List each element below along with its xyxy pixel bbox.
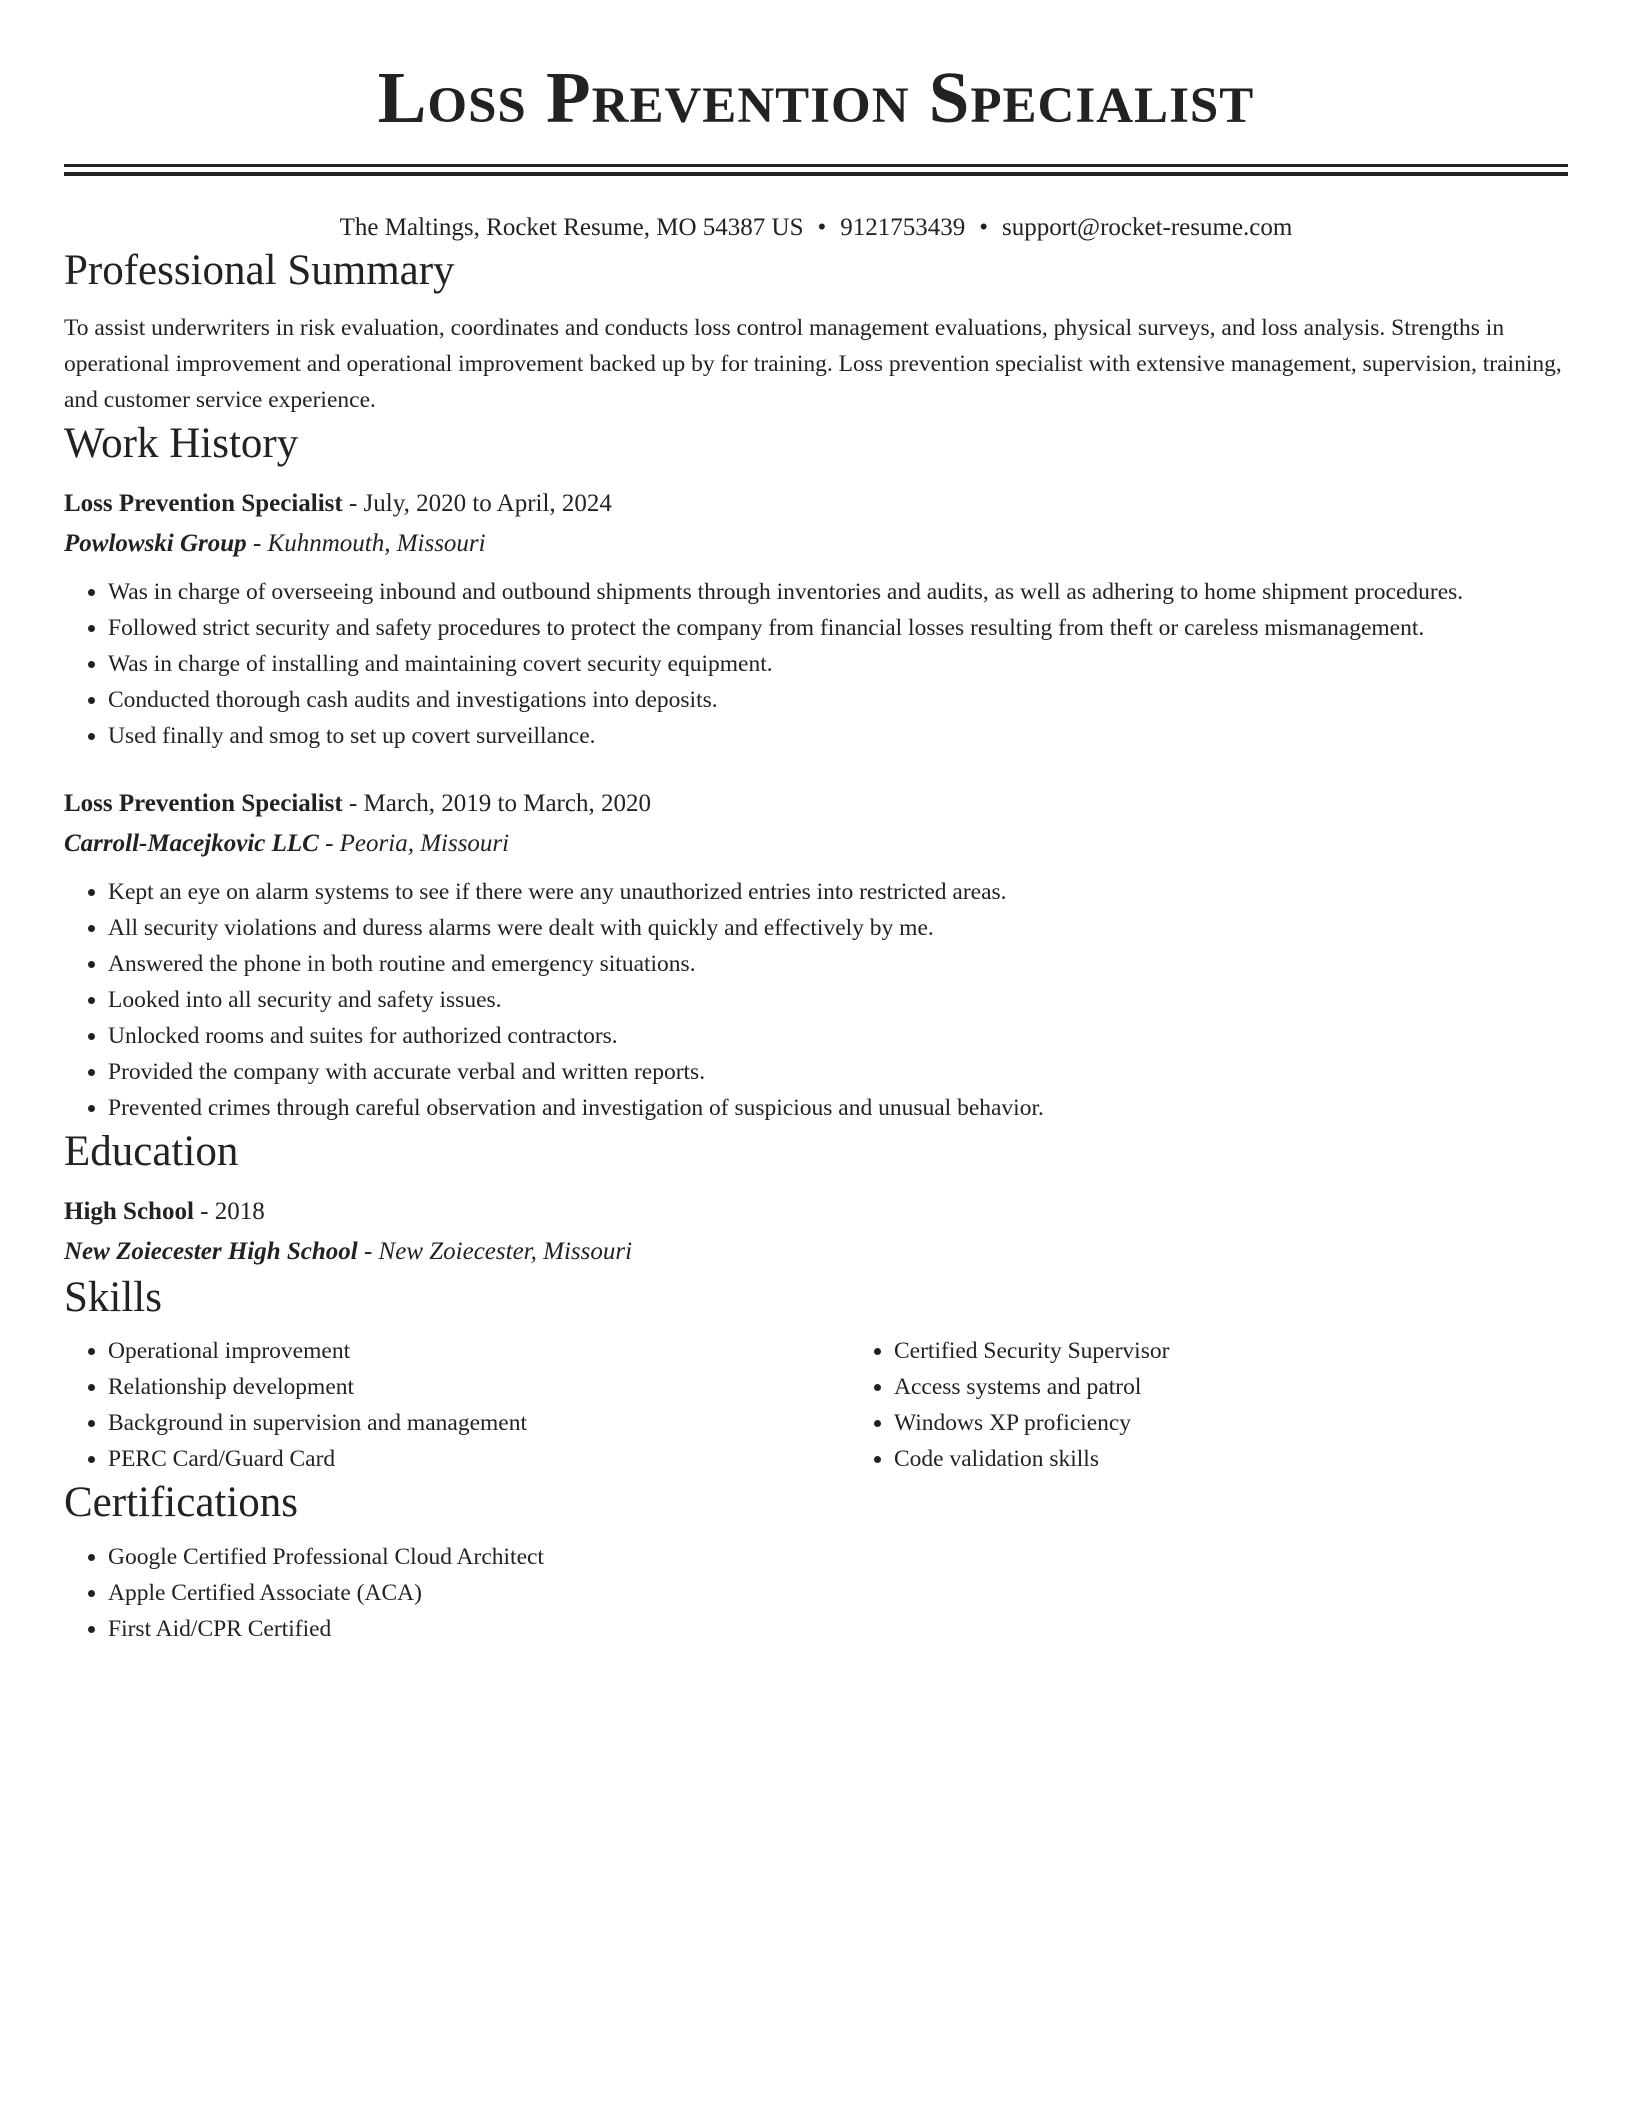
skill-item: • Windows XP proficiency	[894, 1405, 1568, 1441]
contact-separator: •	[817, 214, 827, 242]
job-entry	[64, 484, 1568, 754]
job-bullet: • Looked into all security and safety issues.	[108, 982, 1568, 1018]
company-line	[64, 524, 1568, 564]
skills-grid	[64, 1333, 1568, 1477]
contact-separator: •	[979, 214, 989, 242]
summary-heading: Professional Summary	[64, 246, 455, 294]
company-name: Carroll-Macejkovic LLC	[64, 829, 319, 857]
job-bullets	[64, 874, 1568, 1126]
skill-item: • Background in supervision and management	[108, 1405, 850, 1441]
certification-item: • Google Certified Professional Cloud Architect	[108, 1539, 1568, 1575]
job-bullet: • All security violations and duress alarms were dealt with quickly and effectively by me.	[108, 910, 1568, 946]
job-title: Loss Prevention Specialist	[64, 789, 343, 817]
degree: High School	[64, 1197, 194, 1225]
skills-heading: Skills	[64, 1273, 162, 1321]
contact-email: support@rocket-resume.com	[1002, 214, 1293, 242]
contact-phone: 9121753439	[840, 214, 966, 242]
job-bullet: • Conducted thorough cash audits and investigations into deposits.	[108, 682, 1568, 718]
job-bullet: • Was in charge of overseeing inbound and outbound shipments through inventories and audits, as well as adhering to home shipment procedures.	[108, 574, 1568, 610]
job-bullets	[64, 574, 1568, 754]
degree-line	[64, 1192, 1568, 1232]
contact-address: The Maltings, Rocket Resume, MO 54387 US	[339, 214, 804, 242]
skill-item: • Code validation skills	[894, 1441, 1568, 1477]
job-entry	[64, 784, 1568, 1126]
job-dates: - March, 2019 to March, 2020	[342, 789, 651, 817]
job-title-line	[64, 784, 1568, 824]
graduation-year: - 2018	[193, 1197, 265, 1225]
work-history-heading: Work History	[64, 420, 299, 468]
job-bullet: • Provided the company with accurate verbal and written reports.	[108, 1054, 1568, 1090]
resume-title: Loss Prevention Specialist	[377, 57, 1255, 138]
skill-item: • PERC Card/Guard Card	[108, 1441, 850, 1477]
contact-line	[64, 212, 1568, 245]
job-dates: - July, 2020 to April, 2024	[342, 489, 612, 517]
job-bullet: • Answered the phone in both routine and emergency situations.	[108, 946, 1568, 982]
job-bullet: • Prevented crimes through careful observation and investigation of suspicious and unusual behavior.	[108, 1090, 1568, 1126]
skill-item: • Access systems and patrol	[894, 1369, 1568, 1405]
skill-item: • Certified Security Supervisor	[894, 1333, 1568, 1369]
job-bullet: • Kept an eye on alarm systems to see if there were any unauthorized entries into restricted areas.	[108, 874, 1568, 910]
certifications-list	[64, 1539, 1568, 1647]
skills-list-left	[64, 1333, 850, 1477]
company-location: - Peoria, Missouri	[318, 829, 510, 857]
title-double-rule	[64, 164, 1568, 176]
education-entry	[64, 1192, 1568, 1272]
education-heading: Education	[64, 1127, 239, 1175]
skill-item: • Relationship development	[108, 1369, 850, 1405]
job-bullet: • Used finally and smog to set up covert surveillance.	[108, 718, 1568, 754]
company-name: Powlowski Group	[64, 529, 247, 557]
summary-text: To assist underwriters in risk evaluation, coordinates and conducts loss control management evaluations, physical surveys, and loss analysis. Strengths in operational improvement and operational improvement backed up by for training. Loss prevention specialist with extensive management, supervision, training, and customer service experience.	[64, 315, 1562, 414]
certification-item: • First Aid/CPR Certified	[108, 1611, 1568, 1647]
certifications-heading: Certifications	[64, 1479, 299, 1527]
job-title-line	[64, 484, 1568, 524]
job-bullet: • Unlocked rooms and suites for authorized contractors.	[108, 1018, 1568, 1054]
company-location: - Kuhnmouth, Missouri	[246, 529, 486, 557]
skills-list-right	[850, 1333, 1568, 1477]
school-name: New Zoiecester High School	[64, 1237, 358, 1265]
job-bullet: • Followed strict security and safety procedures to protect the company from financial losses resulting from theft or careless mismanagement.	[108, 610, 1568, 646]
skill-item: • Operational improvement	[108, 1333, 850, 1369]
school-location: - New Zoiecester, Missouri	[357, 1237, 633, 1265]
certification-item: • Apple Certified Associate (ACA)	[108, 1575, 1568, 1611]
company-line	[64, 824, 1568, 864]
school-line	[64, 1232, 1568, 1272]
job-bullet: • Was in charge of installing and maintaining covert security equipment.	[108, 646, 1568, 682]
job-title: Loss Prevention Specialist	[64, 489, 343, 517]
